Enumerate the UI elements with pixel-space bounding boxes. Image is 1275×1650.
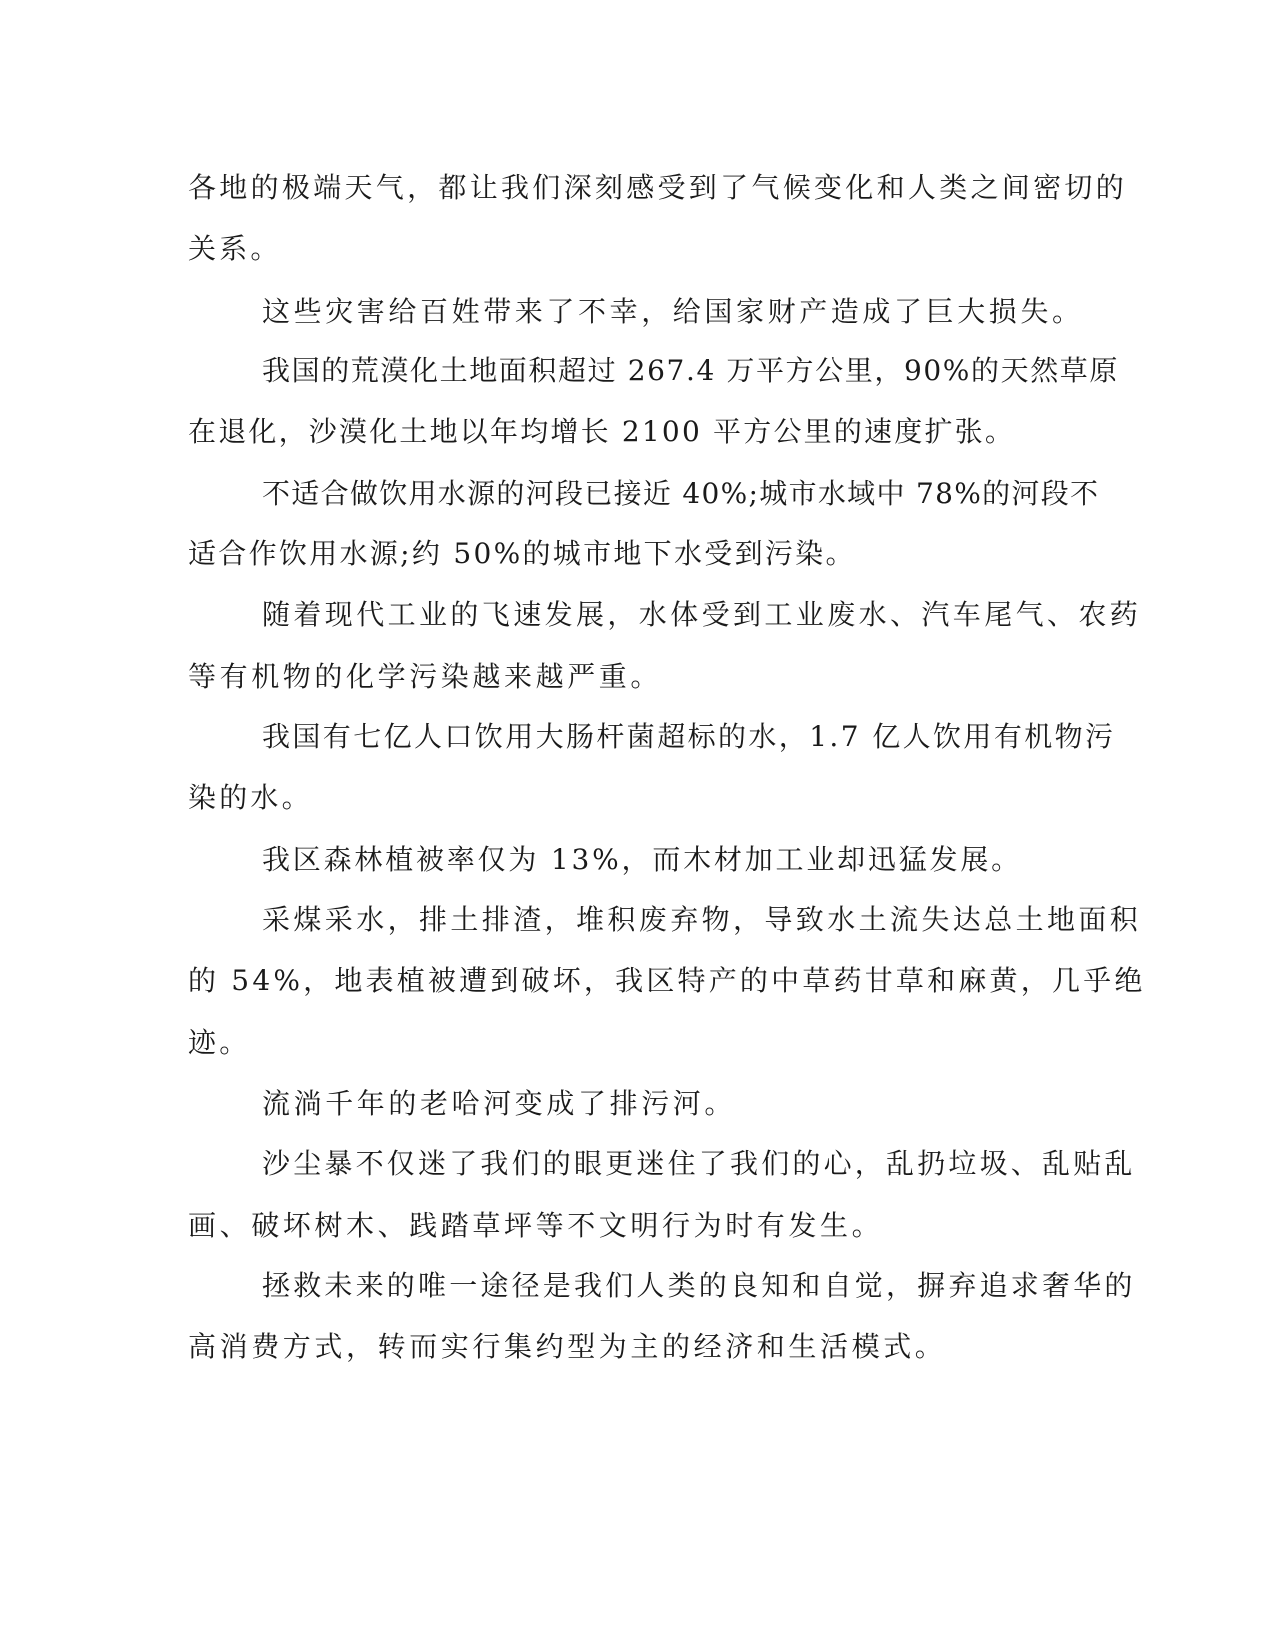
text-line: 高消费方式，转而实行集约型为主的经济和生活模式。 <box>188 1330 947 1363</box>
text-line: 不适合做饮用水源的河段已接近 40%;城市水域中 78%的河段不 <box>262 477 1100 510</box>
text-line: 迹。 <box>188 1026 251 1059</box>
text-line: 这些灾害给百姓带来了不幸，给国家财产造成了巨大损失。 <box>262 295 1084 328</box>
text-line: 等有机物的化学污染越来越严重。 <box>188 660 663 693</box>
text-line: 采煤采水，排土排渣，堆积废弃物，导致水土流失达总土地面积 <box>262 903 1142 936</box>
text-line: 拯救未来的唯一途径是我们人类的良知和自觉，摒弃追求奢华的 <box>262 1269 1136 1302</box>
text-line: 的 54%，地表植被遭到破坏，我区特产的中草药甘草和麻黄，几乎绝 <box>188 964 1146 997</box>
text-line: 关系。 <box>188 232 282 265</box>
text-line: 各地的极端天气，都让我们深刻感受到了气候变化和人类之间密切的 <box>188 171 1128 204</box>
text-line: 在退化，沙漠化土地以年均增长 2100 平方公里的速度扩张。 <box>188 415 1016 448</box>
text-line: 我国的荒漠化土地面积超过 267.4 万平方公里，90%的天然草原 <box>262 354 1119 387</box>
text-line: 我国有七亿人口饮用大肠杆菌超标的水，1.7 亿人饮用有机物污 <box>262 720 1116 753</box>
text-line: 随着现代工业的飞速发展，水体受到工业废水、汽车尾气、农药 <box>262 598 1142 631</box>
text-line: 流淌千年的老哈河变成了排污河。 <box>262 1087 737 1120</box>
text-line: 画、破坏树木、践踏草坪等不文明行为时有发生。 <box>188 1209 884 1242</box>
text-line: 沙尘暴不仅迷了我们的眼更迷住了我们的心，乱扔垃圾、乱贴乱 <box>262 1147 1136 1180</box>
text-line: 我区森林植被率仅为 13%，而木材加工业却迅猛发展。 <box>262 843 1022 876</box>
text-line: 适合作饮用水源;约 50%的城市地下水受到污染。 <box>188 537 856 570</box>
text-line: 染的水。 <box>188 781 313 814</box>
